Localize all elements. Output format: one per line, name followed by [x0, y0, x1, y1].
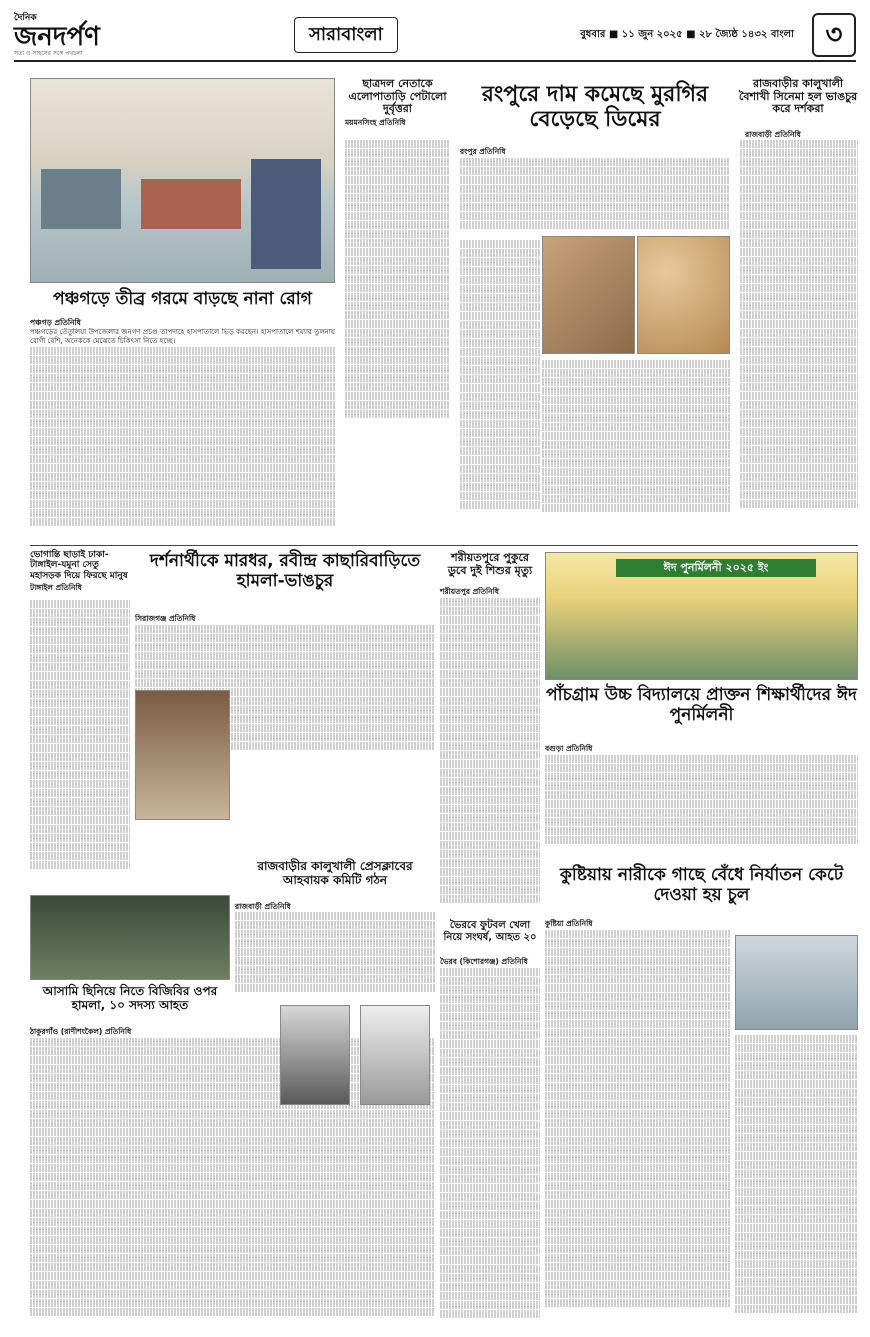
story7-reporter: শরীয়তপুর প্রতিনিধি	[440, 587, 499, 596]
story2-reporter: ময়মনসিংহ প্রতিনিধি	[345, 117, 406, 127]
story3-col1	[460, 240, 540, 530]
page-number: ৩	[812, 13, 856, 57]
logo-prefix: দৈনিক	[14, 12, 37, 23]
story11-col2	[735, 1035, 858, 1323]
story1-lead: পঞ্চগড়ের তেঁতুলিয়া উপজেলার জনগণ প্রচণ্ড তাপদাহে হাসপাতালে ভিড় করছেন। হাসপাতালে শয্যার তুলনায় রোগী বেশি, অনেককে মেঝেতে চিকিৎসা নিতে হচ্ছে।	[30, 328, 335, 346]
reunion-photo	[545, 552, 858, 680]
story1-headline: পঞ্চগড়ে তীব্র গরমে বাড়ছে নানা রোগ	[53, 289, 312, 309]
broken-window-photo	[135, 690, 230, 820]
story12-headline: ভৈরবে ফুটবল খেলা নিয়ে সংঘর্ষ, আহত ২০	[443, 920, 537, 943]
story3-intro	[460, 158, 730, 238]
story9-body	[235, 912, 435, 1002]
issue-date: বুধবার ■ ১১ জুন ২০২৫ ■ ২৮ জ্যৈষ্ঠ ১৪৩২ বাংলা	[580, 28, 794, 40]
eggs-photo	[637, 236, 730, 354]
story7-headline: শরীয়তপুরে পুকুরে ডুবে দুই শিশুর মৃত্যু	[447, 551, 533, 577]
section-title: সারাবাংলা	[294, 17, 398, 54]
portrait-1	[280, 1005, 350, 1105]
story4-body	[740, 140, 858, 540]
story3-col2	[542, 360, 730, 530]
reunion-banner: ঈদ পুনর্মিলনী ২০২৫ ইং	[616, 559, 816, 577]
story6-headline: দর্শনার্থীকে মারধর, রবীন্দ্র কাছারিবাড়িতে হামলা-ভাঙচুর	[149, 551, 421, 591]
story11-reporter: কুষ্টিয়া প্রতিনিধি	[545, 919, 593, 928]
hospital-photo	[30, 78, 335, 283]
story1-reporter: পঞ্চগড় প্রতিনিধি	[30, 318, 81, 327]
story8-reporter: বগুড়া প্রতিনিধি	[545, 744, 593, 753]
story12-body	[440, 968, 540, 1323]
story8-headline: পাঁচগ্রাম উচ্চ বিদ্যালয়ে প্রাক্তন শিক্ষার্থীদের ঈদ পুনর্মিলনী	[546, 685, 857, 725]
story12-reporter: ভৈরব (কিশোরগঞ্জ) প্রতিনিধি	[440, 957, 528, 966]
story10-headline: আসামি ছিনিয়ে নিতে বিজিবির ওপর হামলা, ১০ সদস্য আহত	[42, 984, 218, 1012]
story5-reporter: টাঙ্গাইল প্রতিনিধি	[30, 583, 82, 593]
bgb-photo	[30, 895, 230, 980]
victim-photo	[735, 935, 858, 1030]
story10-reporter: ঠাকুরগাঁও (রাণীশংকৈল) প্রতিনিধি	[30, 1027, 132, 1036]
story2-headline: ছাত্রদল নেতাকে এলোপাতাড়ি পেটালো দুর্বৃত্তরা	[348, 77, 447, 116]
logo-tagline: সত্য ও সাহসের সঙ্গে পথচলা	[14, 49, 83, 57]
story5-headline: ভোগান্তি ছাড়াই ঢাকা-টাঙ্গাইল-যমুনা সেতু মহাসড়ক দিয়ে ফিরছে মানুষ	[30, 550, 128, 581]
chicken-photo	[542, 236, 635, 354]
story6-reporter: সিরাজগঞ্জ প্রতিনিধি	[135, 614, 196, 623]
story11-body	[545, 930, 730, 1323]
story3-reporter: রংপুর প্রতিনিধি	[460, 147, 506, 156]
story1-body	[30, 328, 335, 538]
story3-headline: রংপুরে দাম কমেছে মুরগির বেড়েছে ডিমের	[481, 82, 709, 133]
logo-name: জনদর্পণ	[14, 21, 100, 52]
story2-body	[345, 140, 450, 440]
portrait-2	[360, 1005, 430, 1105]
story7-body	[440, 598, 540, 913]
newspaper-logo	[14, 13, 184, 58]
masthead	[14, 10, 856, 62]
story5-body	[30, 600, 130, 890]
story4-reporter: রাজবাড়ী প্রতিনিধি	[745, 130, 801, 139]
story8-body	[545, 755, 858, 855]
story11-headline: কুষ্টিয়ায় নারীকে গাছে বেঁধে নির্যাতন কেটে দেওয়া হয় চুল	[560, 865, 843, 905]
story9-headline: রাজবাড়ীর কালুখালী প্রেসক্লাবের আহবায়ক কমিটি গঠন	[257, 859, 413, 887]
story9-reporter: রাজবাড়ী প্রতিনিধি	[235, 902, 291, 911]
story4-headline: রাজবাড়ীর কালুখালী বৈশাখী সিনেমা হল ভাঙচুর করে দর্শকরা	[738, 77, 858, 116]
